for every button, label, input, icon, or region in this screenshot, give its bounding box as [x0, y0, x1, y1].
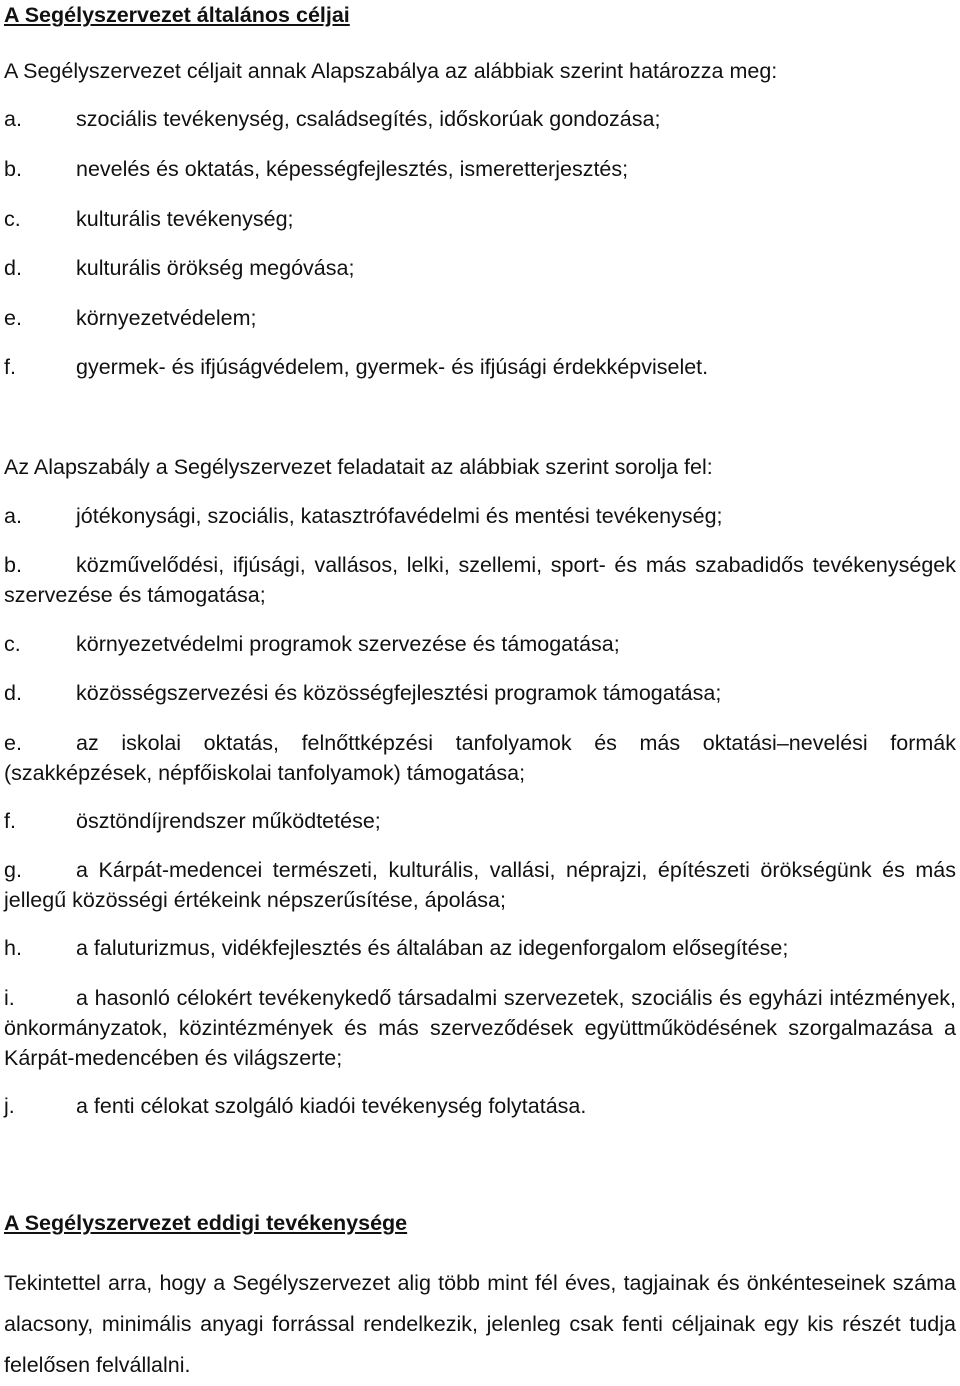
list-marker: j. — [4, 1094, 15, 1118]
list-item — [4, 678, 956, 708]
list-marker: b. — [4, 553, 22, 577]
section-heading-activities: A Segélyszervezet eddigi tevékenysége — [4, 1211, 408, 1235]
list-item — [4, 352, 956, 382]
list-item — [4, 204, 956, 234]
goals-intro: A Segélyszervezet céljait annak Alapszabálya az alábbiak szerint határozza meg: — [4, 59, 778, 83]
list-marker: a. — [4, 107, 22, 131]
list-marker: a. — [4, 504, 22, 528]
list-item-text: közművelődési, ifjúsági, vallásos, lelki, szellemi, sport- és más szabadidős tevékenységek szervezése és támogatása; — [4, 553, 956, 607]
list-item-text: szociális tevékenység, családsegítés, időskorúak gondozása; — [76, 107, 661, 131]
list-marker: f. — [4, 809, 16, 833]
list-item — [4, 550, 956, 610]
list-marker: h. — [4, 936, 22, 960]
list-item-text: kulturális tevékenység; — [76, 207, 294, 231]
list-marker: i. — [4, 986, 15, 1010]
list-marker: c. — [4, 632, 21, 656]
list-item-text: környezetvédelmi programok szervezése és támogatása; — [76, 632, 620, 656]
list-item — [4, 728, 956, 788]
list-item — [4, 303, 956, 333]
list-item — [4, 855, 956, 915]
list-item-text: közösségszervezési és közösségfejlesztési programok támogatása; — [76, 681, 722, 705]
list-item — [4, 806, 956, 836]
tasks-intro: Az Alapszabály a Segélyszervezet feladatait az alábbiak szerint sorolja fel: — [4, 455, 713, 479]
list-marker: g. — [4, 858, 22, 882]
list-item-text: a faluturizmus, vidékfejlesztés és általában az idegenforgalom elősegítése; — [76, 936, 789, 960]
list-item — [4, 933, 956, 963]
list-item — [4, 629, 956, 659]
list-item-text: jótékonysági, szociális, katasztrófavédelmi és mentési tevékenység; — [76, 504, 723, 528]
list-item — [4, 501, 956, 531]
list-item-text: nevelés és oktatás, képességfejlesztés, ismeretterjesztés; — [76, 157, 629, 181]
activities-paragraph: Tekintettel arra, hogy a Segélyszervezet alig több mint fél éves, tagjainak és önkénteseinek száma alacsony, minimális anyagi forrással rendelkezik, jelenleg csak fenti céljainak egy kis részét tudja felelősen felvállalni. — [4, 1271, 956, 1377]
list-item-text: a hasonló célokért tevékenykedő társadalmi szervezetek, szociális és egyházi intézmények, önkormányzatok, közintézmények és más szerveződések együttműködésének szorgalmazása a Kárpát-medencében és világszerte; — [4, 986, 956, 1070]
list-item — [4, 154, 956, 184]
list-marker: d. — [4, 256, 22, 280]
list-item — [4, 1091, 956, 1121]
list-marker: e. — [4, 731, 22, 755]
list-marker: b. — [4, 157, 22, 181]
section-heading-goals: A Segélyszervezet általános céljai — [4, 3, 350, 27]
list-item — [4, 253, 956, 283]
list-item-text: kulturális örökség megóvása; — [76, 256, 355, 280]
list-item — [4, 983, 956, 1073]
list-item — [4, 104, 956, 134]
list-item-text: ösztöndíjrendszer működtetése; — [76, 809, 381, 833]
list-marker: f. — [4, 355, 16, 379]
list-item-text: a Kárpát-medencei természeti, kulturális, vallási, néprajzi, építészeti örökségünk és más jellegű közösségi értékeink népszerűsítése, ápolása; — [4, 858, 956, 912]
list-marker: e. — [4, 306, 22, 330]
list-marker: d. — [4, 681, 22, 705]
list-item-text: környezetvédelem; — [76, 306, 257, 330]
list-marker: c. — [4, 207, 21, 231]
list-item-text: az iskolai oktatás, felnőttképzési tanfolyamok és más oktatási–nevelési formák (szakképzések, népfőiskolai tanfolyamok) támogatása; — [4, 731, 956, 785]
list-item-text: a fenti célokat szolgáló kiadói tevékenység folytatása. — [76, 1094, 587, 1118]
list-item-text: gyermek- és ifjúságvédelem, gyermek- és ifjúsági érdekképviselet. — [76, 355, 709, 379]
